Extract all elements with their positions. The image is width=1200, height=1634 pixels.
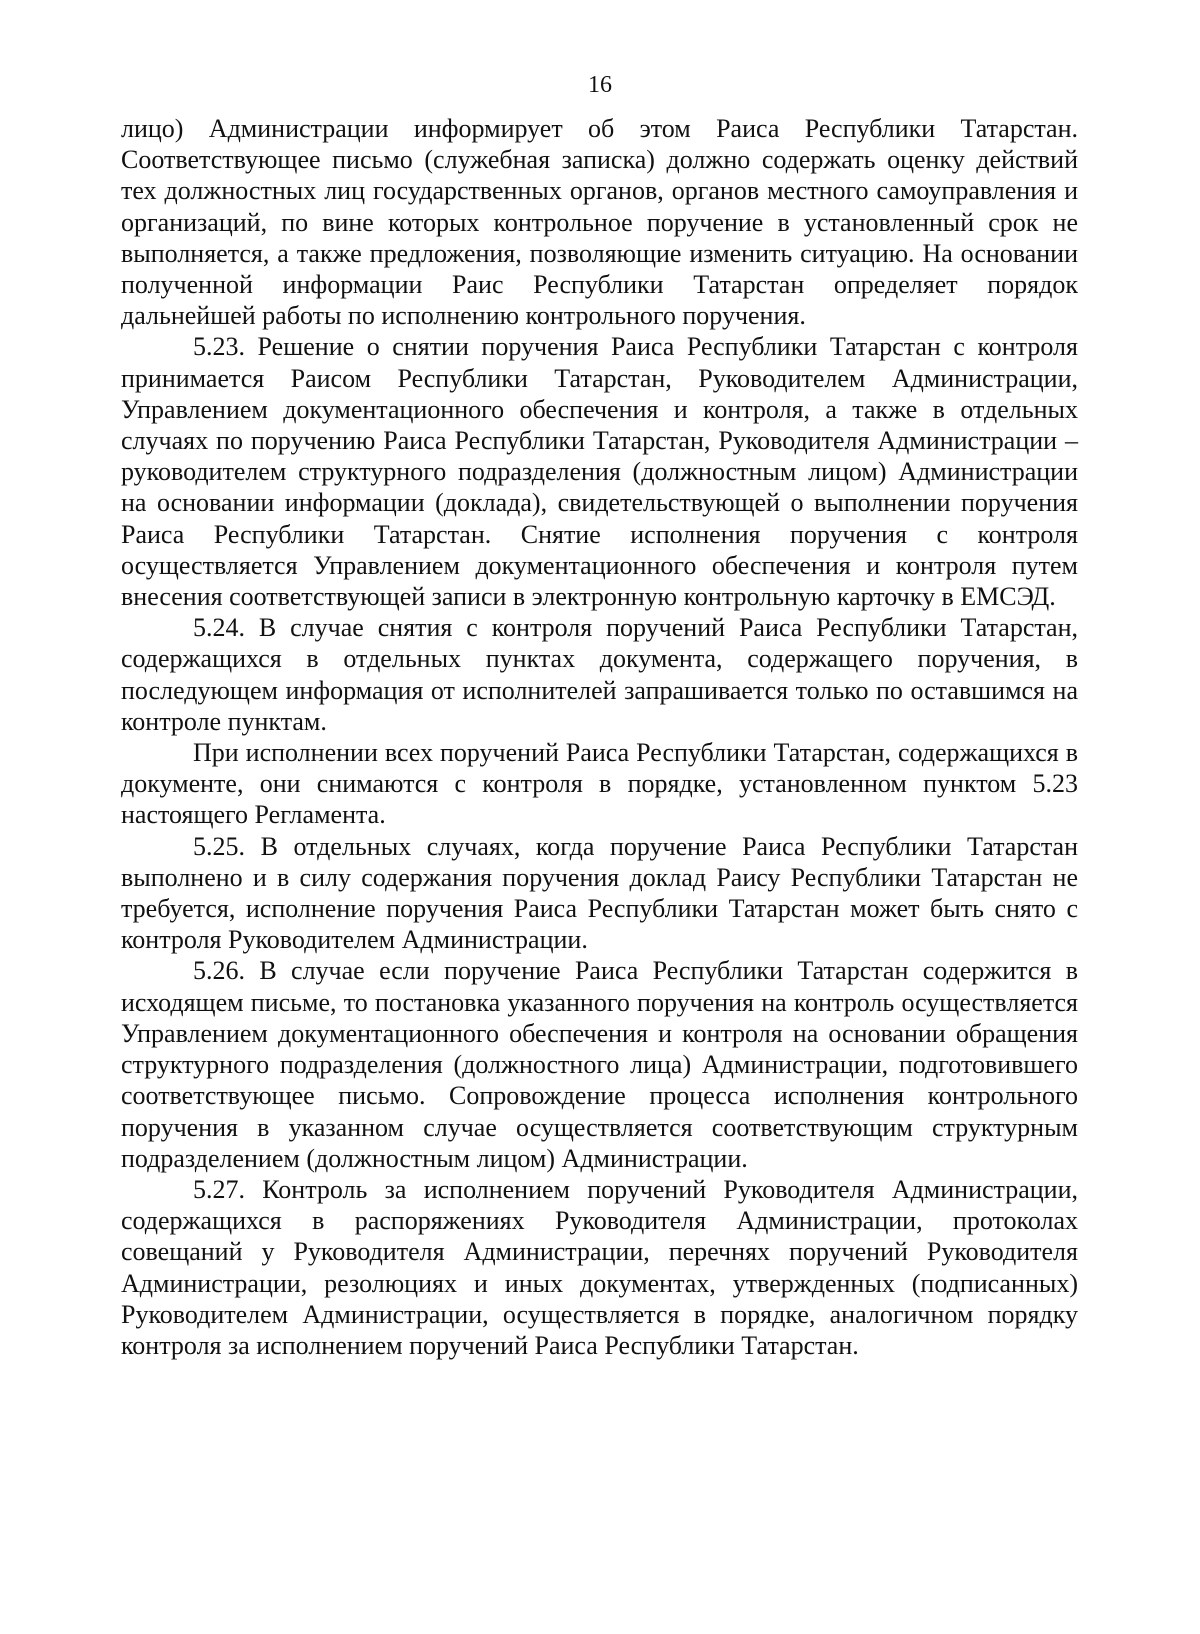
paragraph-5-24: 5.24. В случае снятия с контроля поручений Раиса Республики Татарстан, содержащихся в отдельных пунктах документа, содержащего поручения, в последующем информация от исполнителей запрашивается только по оставшимся на контроле пунктам. [121,613,1078,736]
paragraph-5-24-continued: При исполнении всех поручений Раиса Республики Татарстан, содержащихся в документе, они снимаются с контроля в порядке, установленном пунктом 5.23 настоящего Регламента. [121,738,1078,830]
paragraph-5-25: 5.25. В отдельных случаях, когда поручение Раиса Республики Татарстан выполнено и в силу содержания поручения доклад Раису Республики Татарстан не требуется, исполнение поручения Раиса Республики Татарстан может быть снято с контроля Руководителем Администрации. [121,831,1078,955]
document-body [121,113,1078,1361]
paragraph-5-26: 5.26. В случае если поручение Раиса Республики Татарстан содержится в исходящем письме, то постановка указанного поручения на контроль осуществляется Управлением документационного обеспечения и контроля на основании обращения структурного подразделения (должностного лица) Администрации, подготовившего соответствующее письмо. Сопровождение процесса исполнения контрольного поручения в указанном случае осуществляется соответствующим структурным подразделением (должностным лицом) Администрации. [121,956,1078,1173]
page-number: 16 [588,72,612,98]
paragraph-5-27: 5.27. Контроль за исполнением поручений Руководителя Администрации, содержащихся в распоряжениях Руководителя Администрации, протоколах совещаний у Руководителя Администрации, перечнях поручений Руководителя Администрации, резолюциях и иных документах, утвержденных (подписанных) Руководителем Администрации, осуществляется в порядке, аналогичном порядку контроля за исполнением поручений Раиса Республики Татарстан. [121,1174,1078,1360]
paragraph-5-23: 5.23. Решение о снятии поручения Раиса Республики Татарстан с контроля принимается Раисом Республики Татарстан, Руководителем Администрации, Управлением документационного обеспечения и контроля, а также в отдельных случаях по поручению Раиса Республики Татарстан, Руководителя Администрации – руководителем структурного подразделения (должностным лицом) Администрации на основании информации (доклада), свидетельствующей о выполнении поручения Раиса Республики Татарстан. Снятие исполнения поручения с контроля осуществляется Управлением документационного обеспечения и контроля путем внесения соответствующей записи в электронную контрольную карточку в ЕМСЭД. [121,332,1078,612]
paragraph-continuation: лицо) Администрации информирует об этом Раиса Республики Татарстан. Соответствующее письмо (служебная записка) должно содержать оценку действий тех должностных лиц государственных органов, органов местного самоуправления и организаций, по вине которых контрольное поручение в установленный срок не выполняется, а также предложения, позволяющие изменить ситуацию. На основании полученной информации Раис Республики Татарстан определяет порядок дальнейшей работы по исполнению контрольного поручения. [121,114,1078,331]
